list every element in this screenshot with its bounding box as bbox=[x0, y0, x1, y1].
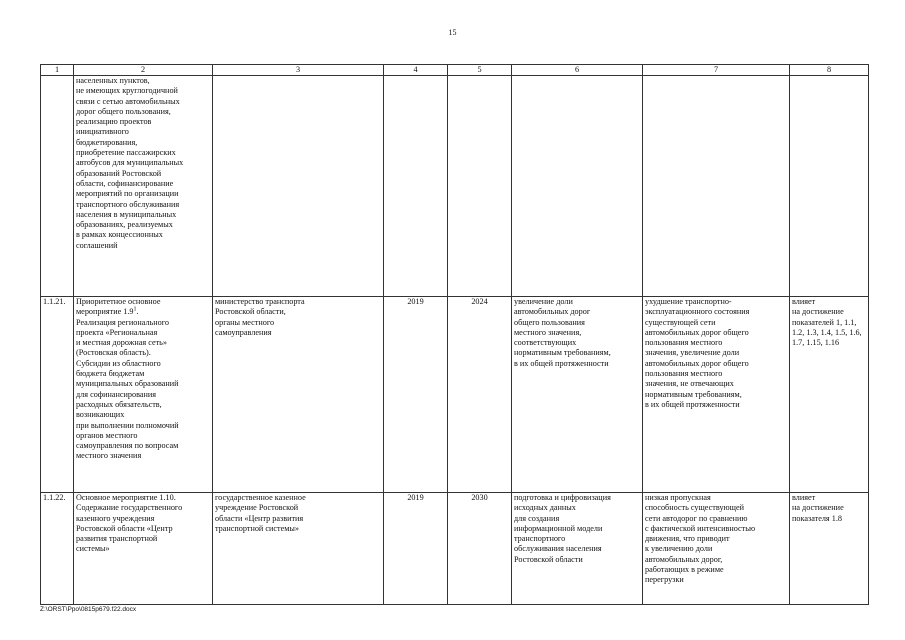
start-year-cell: 2019 bbox=[384, 297, 448, 493]
table-row bbox=[41, 493, 869, 605]
column-header: 5 bbox=[448, 65, 512, 76]
table-row bbox=[41, 76, 869, 297]
column-number-row bbox=[41, 65, 869, 76]
column-header: 7 bbox=[643, 65, 790, 76]
measure-name-text: . Реализация регионального проекта «Региональная и местная дорожная сеть» (Ростовская область). Субсидии из областного бюджета бюджетам муниципальных образований для софинансирования расходных обязательств, возникающих при выполнении полномочий органов местного самоуправления по вопросам местного значения bbox=[76, 307, 179, 461]
start-year-cell bbox=[384, 76, 448, 297]
column-header: 3 bbox=[213, 65, 384, 76]
end-year-cell: 2024 bbox=[448, 297, 512, 493]
column-header: 1 bbox=[41, 65, 74, 76]
executor-cell: министерство транспорта Ростовской области, органы местного самоуправления bbox=[213, 297, 384, 493]
expected-result-cell bbox=[512, 76, 643, 297]
non-implementation-consequences-cell: ухудшение транспортно- эксплуатационного состояния существующей сети автомобильных дорог общего пользования местного значения, увеличение доли автомобильных дорог общего пользования местного значения, не отвечающих нормативным требованиям, в их общей протяженности bbox=[643, 297, 790, 493]
measure-name-cell: Основное мероприятие 1.10. Содержание государственного казенного учреждения Ростовской области «Центр развития транспортной системы» bbox=[74, 493, 213, 605]
expected-result-cell: увеличение доли автомобильных дорог общего пользования местного значения, соответствующих нормативным требованиям, в их общей протяженности bbox=[512, 297, 643, 493]
row-number-cell: 1.1.22. bbox=[41, 493, 74, 605]
executor-cell: государственное казенное учреждение Ростовской области «Центр развития транспортной системы» bbox=[213, 493, 384, 605]
start-year-cell: 2019 bbox=[384, 493, 448, 605]
measure-name-text: Приоритетное основное мероприятие 1.9 bbox=[76, 297, 161, 317]
column-header: 4 bbox=[384, 65, 448, 76]
indicator-link-cell: влияет на достижение показателей 1, 1.1, 1.2, 1.3, 1.4, 1.5, 1.6, 1.7, 1.15, 1.16 bbox=[790, 297, 869, 493]
measure-name-cell: населенных пунктов, не имеющих круглогодичной связи с сетью автомобильных дорог общего пользования, реализацию проектов инициативного бюджетирования, приобретение пассажирских автобусов для муниципальных образований Ростовской области, софинансирование мероприятий по организации транспортного обслуживания населения в муниципальных образованиях, реализуемых в рамках концессионных соглашений bbox=[74, 76, 213, 297]
expected-result-cell: подготовка и цифровизация исходных данных для создания информационной модели транспортного обслуживания населения Ростовской области bbox=[512, 493, 643, 605]
indicator-link-cell: влияет на достижение показателя 1.8 bbox=[790, 493, 869, 605]
end-year-cell: 2030 bbox=[448, 493, 512, 605]
row-number-cell bbox=[41, 76, 74, 297]
column-header: 2 bbox=[74, 65, 213, 76]
end-year-cell bbox=[448, 76, 512, 297]
non-implementation-consequences-cell: низкая пропускная способность существующей сети автодорог по сравнению с фактической интенсивностью движения, что приводит к увеличению доли автомобильных дорог, работающих в режиме перегрузки bbox=[643, 493, 790, 605]
footnote-marker: 1 bbox=[133, 306, 137, 313]
executor-cell bbox=[213, 76, 384, 297]
measures-table bbox=[40, 64, 869, 605]
measure-name-cell bbox=[74, 297, 213, 493]
file-path-footer: Z:\ORST\Ppo\0815p679.f22.docx bbox=[40, 606, 137, 613]
non-implementation-consequences-cell bbox=[643, 76, 790, 297]
column-header: 6 bbox=[512, 65, 643, 76]
row-number-cell: 1.1.21. bbox=[41, 297, 74, 493]
table-row bbox=[41, 297, 869, 493]
column-header: 8 bbox=[790, 65, 869, 76]
page-number: 15 bbox=[448, 28, 457, 37]
indicator-link-cell bbox=[790, 76, 869, 297]
